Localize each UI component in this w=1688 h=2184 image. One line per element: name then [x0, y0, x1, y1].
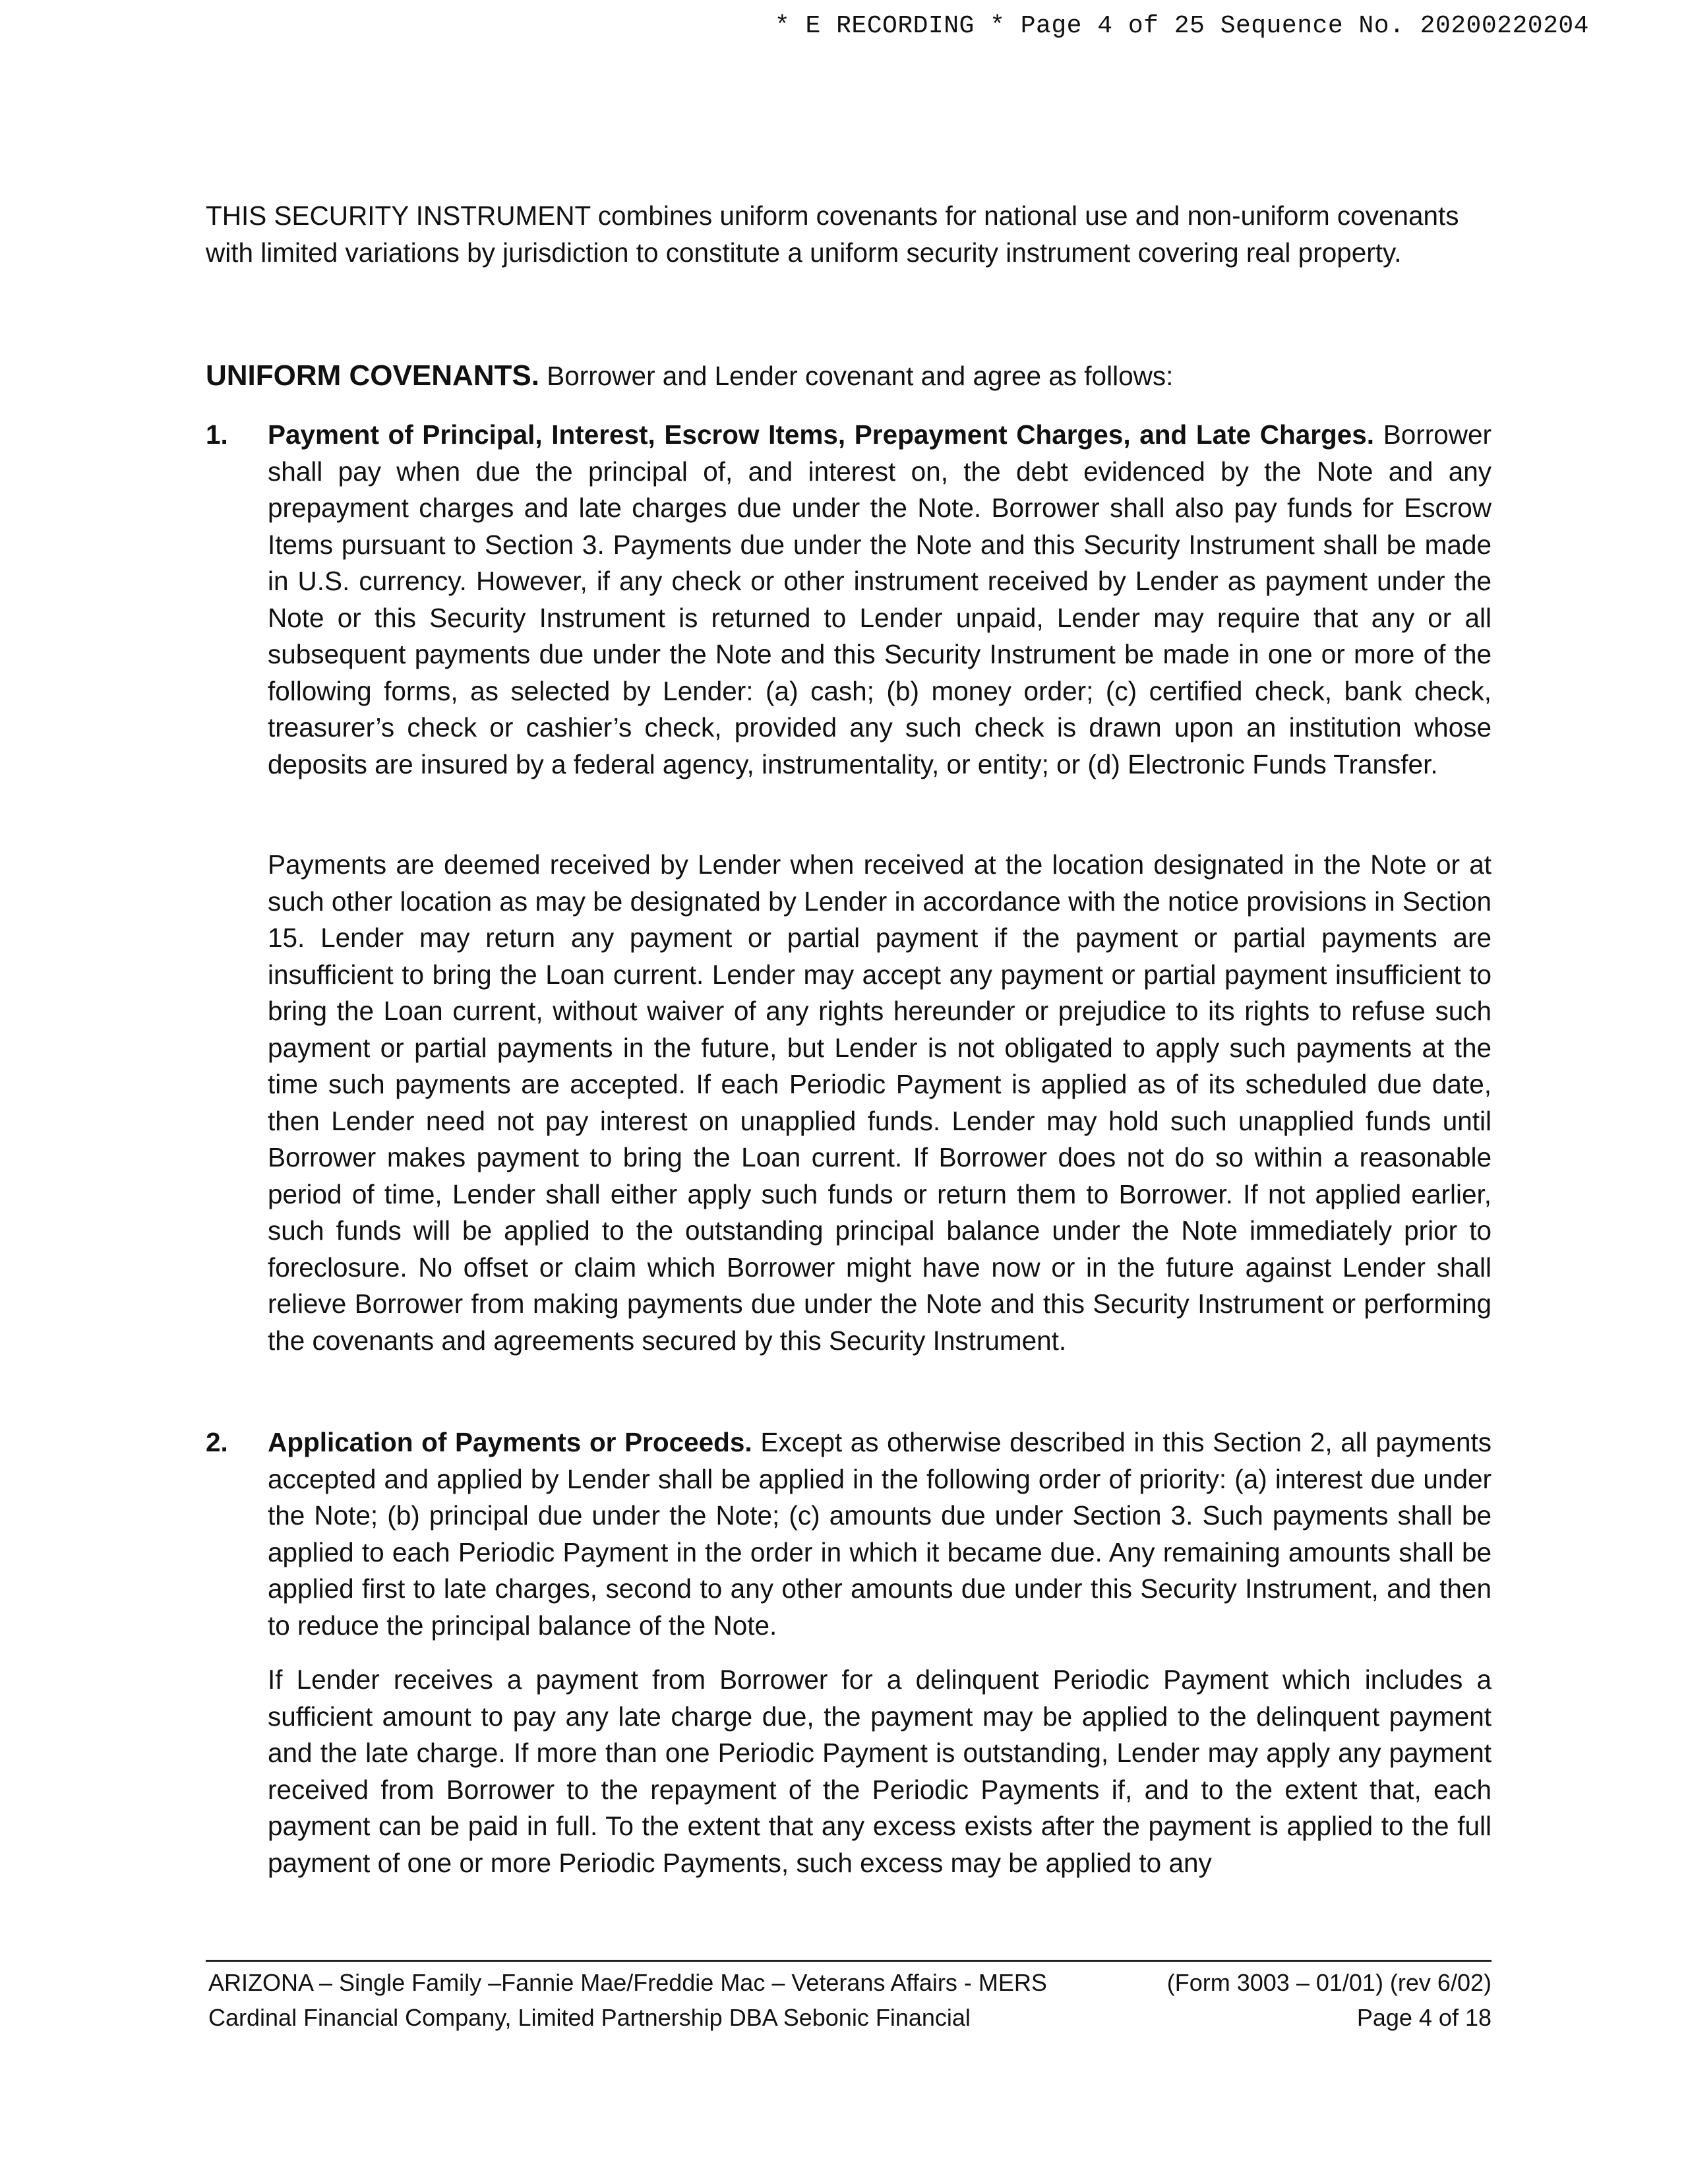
section-text: Except as otherwise described in this Section 2, all payments accepted and applied by Lender shall be applied in the following order of priority: (a) interest due under the Note; (b) principal due under the Note; (c) amounts due under Section 3. Such payments shall be applied to each Periodic Payment in the order in which it became due. Any remaining amounts shall be applied first to late charges, second to any other amounts due under this Security Instrument, and then to reduce the principal balance of the Note. [268, 1427, 1492, 1641]
section-2 [206, 1424, 1492, 1644]
section-1 [206, 417, 1492, 783]
uniform-covenants-text: Borrower and Lender covenant and agree as follows: [547, 361, 1174, 391]
uniform-covenants-heading [206, 357, 1492, 395]
footer-page-number: Page 4 of 18 [1356, 2004, 1492, 2031]
section-number: 2. [206, 1427, 228, 1457]
section-title: Application of Payments or Proceeds. [268, 1427, 752, 1457]
section-text: Borrower shall pay when due the principal of, and interest on, the debt evidenced by the Note and any prepayment charges and late charges due under the Note. Borrower shall also pay funds for Escrow Items pursuant to Section 3. Payments due under the Note and this Security Instrument shall be made in U.S. currency. However, if any check or other instrument received by Lender as payment under the Note or this Security Instrument is returned to Lender unpaid, Lender may require that any or all subsequent payments due under the Note and this Security Instrument be made in one or more of the following forms, as selected by Lender: (a) cash; (b) money order; (c) certified check, bank check, treasurer’s check or cashier’s check, provided any such check is drawn upon an institution whose deposits are insured by a federal agency, instrumentality, or entity; or (d) Electronic Funds Transfer. [268, 419, 1492, 779]
section-title: Payment of Principal, Interest, Escrow Items, Prepayment Charges, and Late Charges. [268, 419, 1375, 450]
footer-divider [206, 1960, 1492, 1962]
footer-lender-name: Cardinal Financial Company, Limited Partnership DBA Sebonic Financial [208, 2004, 971, 2031]
uniform-covenants-label: UNIFORM COVENANTS. [206, 359, 539, 392]
footer-form-description: ARIZONA – Single Family –Fannie Mae/Freddie Mac – Veterans Affairs - MERS [208, 1969, 1047, 1996]
section-paragraph [268, 417, 1492, 783]
section-number: 1. [206, 419, 228, 450]
recording-header: * E RECORDING * Page 4 of 25 Sequence No. 20200220204 [774, 12, 1589, 40]
footer-row [208, 1965, 1492, 2000]
section-paragraph: If Lender receives a payment from Borrower for a delinquent Periodic Payment which includes a sufficient amount to pay any late charge due, the payment may be applied to the delinquent payment and the late charge. If more than one Periodic Payment is outstanding, Lender may apply any payment received from Borrower to the repayment of the Periodic Payments if, and to the extent that, each payment can be paid in full. To the extent that any excess exists after the payment is applied to the full payment of one or more Periodic Payments, such excess may be applied to any [268, 1664, 1492, 1878]
footer-row [208, 2000, 1492, 2035]
section-paragraph: Payments are deemed received by Lender when received at the location designated in the Note or at such other location as may be designated by Lender in accordance with the notice provisions in Section 15. Lender may return any payment or partial payment if the payment or partial payments are insufficient to bring the Loan current. Lender may accept any payment or partial payment insufficient to bring the Loan current, without waiver of any rights hereunder or prejudice to its rights to refuse such payment or partial payments in the future, but Lender is not obligated to apply such payments at the time such payments are accepted. If each Periodic Payment is applied as of its scheduled due date, then Lender need not pay interest on unapplied funds. Lender may hold such unapplied funds until Borrower makes payment to bring the Loan current. If Borrower does not do so within a reasonable period of time, Lender shall either apply such funds or return them to Borrower. If not applied earlier, such funds will be applied to the outstanding principal balance under the Note immediately prior to foreclosure. No offset or claim which Borrower might have now or in the future against Lender shall relieve Borrower from making payments due under the Note and this Security Instrument or performing the covenants and agreements secured by this Security Instrument. [268, 849, 1492, 1356]
footer-form-number: (Form 3003 – 01/01) (rev 6/02) [1166, 1969, 1492, 1996]
section-paragraph [268, 1424, 1492, 1644]
section-2-paragraph-2 [206, 1662, 1492, 1881]
section-1-paragraph-2 [206, 847, 1492, 1359]
page-footer [208, 1965, 1492, 2035]
intro-paragraph: THIS SECURITY INSTRUMENT combines uniform covenants for national use and non-uniform covenants with limited variations by jurisdiction to constitute a uniform security instrument covering real property. [206, 200, 1459, 268]
